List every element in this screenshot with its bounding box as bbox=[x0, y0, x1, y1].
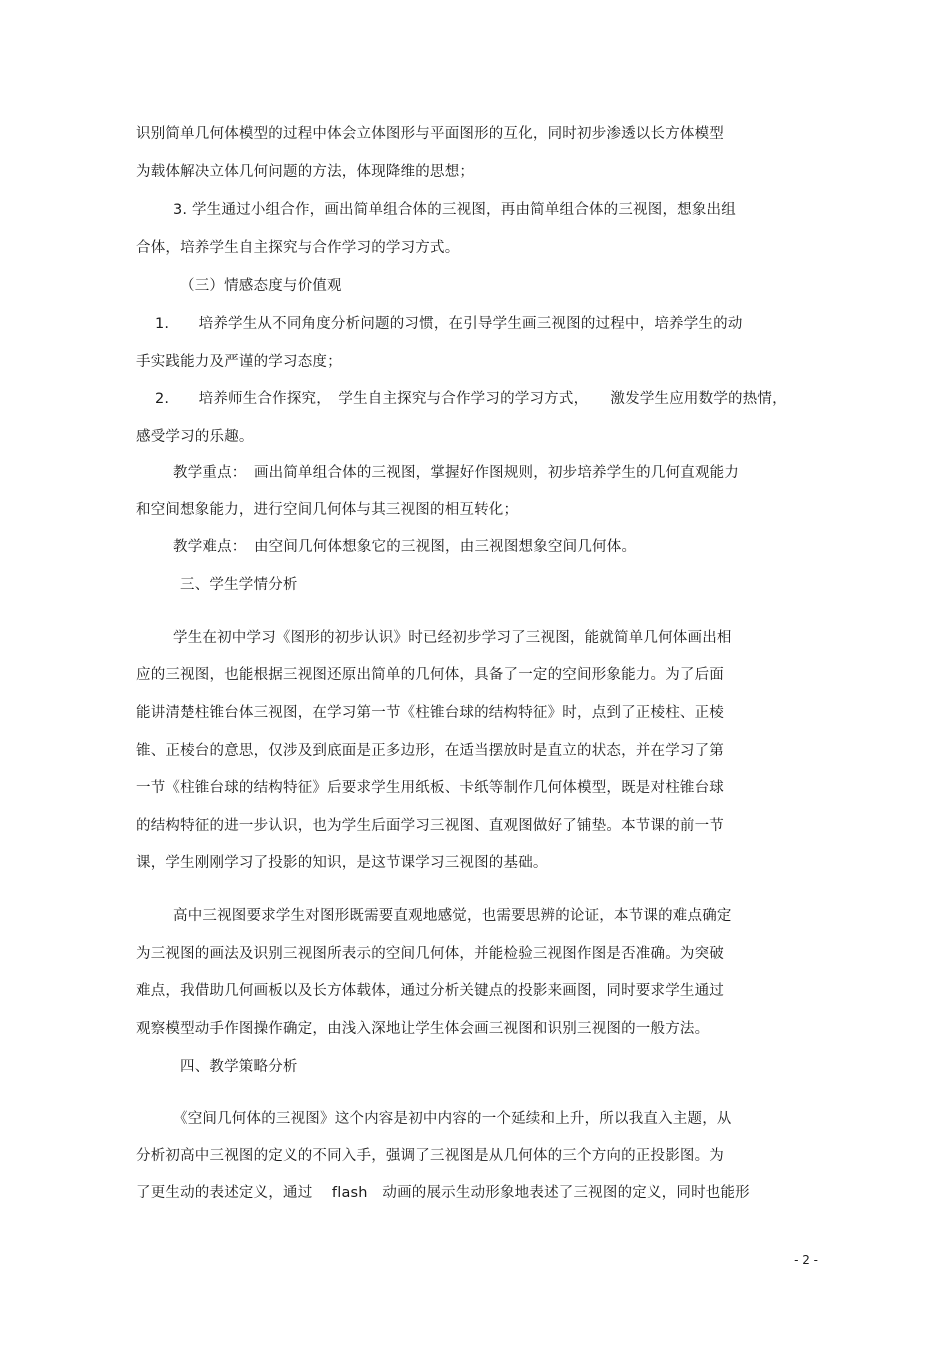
text-line: 识别简单几何体模型的过程中体会立体图形与平面图形的互化，同时初步渗透以长方体模型 bbox=[136, 126, 724, 142]
text-line: 感受学习的乐趣。 bbox=[136, 429, 254, 445]
text-line: 能讲清楚柱锥台体三视图，在学习第一节《柱锥台球的结构特征》时，点到了正棱柱、正棱 bbox=[136, 705, 724, 721]
text-line: 1. 培养学生从不同角度分析问题的习惯，在引导学生画三视图的过程中，培养学生的动 bbox=[155, 316, 743, 332]
text-line: 课，学生刚刚学习了投影的知识，是这节课学习三视图的基础。 bbox=[136, 855, 548, 871]
text-line: 高中三视图要求学生对图形既需要直观地感觉，也需要思辨的论证，本节课的难点确定 bbox=[173, 908, 732, 924]
text-line: 的结构特征的进一步认识，也为学生后面学习三视图、直观图做好了铺垫。本节课的前一节 bbox=[136, 818, 724, 834]
text-line: 学生在初中学习《图形的初步认识》时已经初步学习了三视图，能就简单几何体画出相 bbox=[173, 630, 732, 646]
text-line: 分析初高中三视图的定义的不同入手，强调了三视图是从几何体的三个方向的正投影图。为 bbox=[136, 1148, 724, 1164]
text-line: 手实践能力及严谨的学习态度； bbox=[136, 354, 342, 370]
text-line: 一节《柱锥台球的结构特征》后要求学生用纸板、卡纸等制作几何体模型，既是对柱锥台球 bbox=[136, 780, 724, 796]
text-line: 观察模型动手作图操作确定，由浅入深地让学生体会画三视图和识别三视图的一般方法。 bbox=[136, 1021, 710, 1037]
text-line: 教学难点： 由空间几何体想象它的三视图，由三视图想象空间几何体。 bbox=[173, 539, 637, 555]
text-line: 2. 培养师生合作探究， 学生自主探究与合作学习的学习方式， 激发学生应用数学的热情， bbox=[155, 391, 787, 407]
text-line: 应的三视图，也能根据三视图还原出简单的几何体，具备了一定的空间形象能力。为了后面 bbox=[136, 667, 724, 683]
section-heading: 四、教学策略分析 bbox=[180, 1059, 298, 1075]
text-line: 难点，我借助几何画板以及长方体载体，通过分析关键点的投影来画图，同时要求学生通过 bbox=[136, 983, 724, 999]
text-line: 教学重点： 画出简单组合体的三视图，掌握好作图规则，初步培养学生的几何直观能力 bbox=[173, 465, 740, 481]
text-line: 为三视图的画法及识别三视图所表示的空间几何体，并能检验三视图作图是否准确。为突破 bbox=[136, 946, 724, 962]
section-heading: 三、学生学情分析 bbox=[180, 577, 298, 593]
section-heading: （三）情感态度与价值观 bbox=[180, 278, 342, 294]
page-number: - 2 - bbox=[794, 1253, 818, 1267]
text-line: 了更生动的表述定义，通过 flash 动画的展示生动形象地表述了三视图的定义，同时也能形 bbox=[136, 1185, 750, 1201]
text-line: 合体，培养学生自主探究与合作学习的学习方式。 bbox=[136, 240, 460, 256]
text-line: 锥、正棱台的意思，仅涉及到底面是正多边形，在适当摆放时是直立的状态，并在学习了第 bbox=[136, 743, 724, 759]
text-line: 3. 学生通过小组合作，画出简单组合体的三视图，再由简单组合体的三视图，想象出组 bbox=[173, 202, 736, 218]
text-line: 《空间几何体的三视图》这个内容是初中内容的一个延续和上升，所以我直入主题，从 bbox=[173, 1111, 732, 1127]
text-line: 为载体解决立体几何问题的方法，体现降维的思想； bbox=[136, 164, 475, 180]
text-line: 和空间想象能力，进行空间几何体与其三视图的相互转化； bbox=[136, 502, 519, 518]
